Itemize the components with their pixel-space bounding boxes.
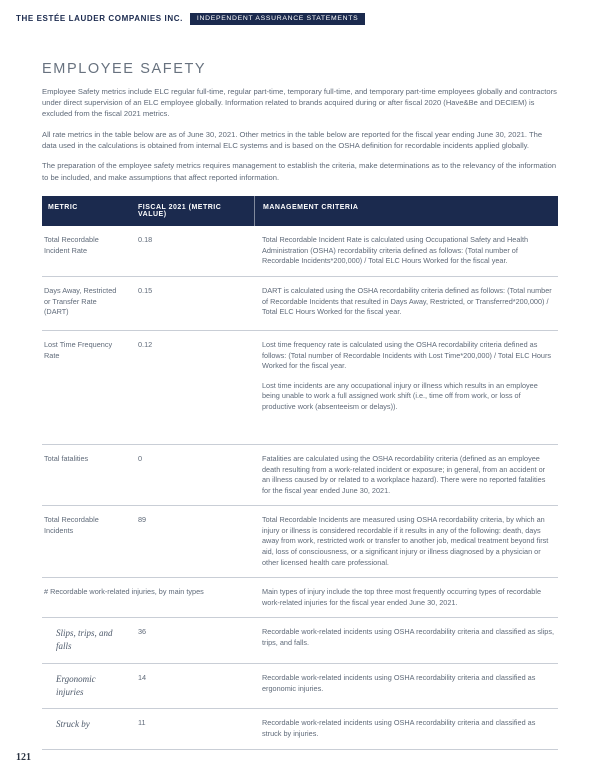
metric-name: Struck by (56, 719, 90, 730)
employee-safety-table (42, 196, 558, 749)
page-title: EMPLOYEE SAFETY (42, 60, 207, 77)
content-column (42, 61, 558, 750)
metric-name: Lost Time Frequency Rate (44, 339, 113, 360)
intro-paragraph: The preparation of the employee safety metrics requires management to establish the criteria, make determinations as to the relevancy of the information to be included, and make assumptions that affect reported information. (42, 161, 557, 182)
metric-criteria: Recordable work-related incidents using OSHA recordability criteria and classified as ergonomic injuries. (262, 673, 536, 693)
table-row (42, 331, 558, 445)
metric-name: # Recordable work-related injuries, by main types (44, 587, 204, 597)
metric-criteria: Total Recordable Incident Rate is calculated using Occupational Safety and Health Administration (OSHA) recordability criteria defined as follows: (Total number of Recordable Incidents*200,000) / Total ELC Hours Worked for the fiscal year. (262, 235, 529, 266)
table-row (42, 578, 558, 618)
criteria-paragraph: Lost time frequency rate is calculated using the OSHA recordability criteria defined as follows: (Total number of Recordable Incidents with Lost Time*200,000) / Total ELC Hours Worked for the fiscal year. (262, 339, 552, 371)
table-row (42, 664, 558, 709)
metric-name: Total Recordable Incident Rate (44, 235, 99, 255)
metric-criteria: DART is calculated using the OSHA recordability criteria defined as follows: (Total number of Recordable Incidents that resulted in Days Away, Restricted, or Transferred*200,000) / Total ELC Hours Worked for the fiscal year. (262, 285, 552, 317)
table-row (42, 277, 558, 331)
metric-name: Total Recordable Incidents (44, 515, 99, 535)
metric-criteria: Total Recordable Incidents are measured using OSHA recordability criteria, by which an injury or illness is considered recordable if it results in any of the following: death, days away from work, restricted work or transfer to another job, medical treatment beyond first aid, loss of consciousness, or a significant injury or illness diagnosed by a physician or other licensed health care professional. (262, 515, 549, 567)
table-row (42, 226, 558, 277)
metric-name: Ergonomic injuries (56, 674, 96, 698)
table-row (42, 709, 558, 749)
table-row (42, 618, 558, 664)
intro-paragraph: All rate metrics in the table below are as of June 30, 2021. Other metrics in the table below are reported for the fiscal year ending June 30, 2021. The data used in the calculations is obtained from internal ELC systems and is based on the OSHA definition for recordable incidents applied globally. (42, 129, 543, 151)
metric-criteria: Fatalities are calculated using the OSHA recordability criteria (defined as an employee death resulting from a work-related incident or exposure; in general, from an accident or an illness caused by or related to a workplace hazard). There were no reported fatalities for the fiscal year ended June 30, 2021. (262, 453, 546, 495)
table-header (42, 196, 558, 226)
column-header-metric: METRIC (48, 204, 78, 212)
metric-criteria: Main types of injury include the top three most frequently occurring types of recordable work-related injuries for the fiscal year ended June 30, 2021. (262, 587, 542, 607)
metric-value: 89 (138, 515, 147, 525)
metric-criteria: Recordable work-related incidents using OSHA recordability criteria and classified as struck by injuries. (262, 718, 536, 738)
metric-value: 0.15 (138, 285, 153, 295)
intro-paragraphs (42, 86, 558, 184)
section-badge: INDEPENDENT ASSURANCE STATEMENTS (190, 13, 365, 25)
column-header-criteria: MANAGEMENT CRITERIA (254, 196, 558, 226)
criteria-paragraph: Lost time incidents are any occupational injury or illness which results in an employee being unable to work a full assigned work shift (i.e., time off from work, or loss of productive work (absenteeism or delays)). (262, 380, 538, 411)
company-name: THE ESTÉE LAUDER COMPANIES INC. (16, 14, 183, 24)
metric-value: 0 (138, 453, 143, 463)
metric-name: Slips, trips, and falls (56, 628, 113, 652)
report-header (0, 0, 600, 25)
metric-value: 0.12 (138, 339, 153, 349)
page-number: 121 (16, 752, 31, 763)
intro-paragraph: Employee Safety metrics include ELC regular full-time, regular part-time, temporary full-time, and temporary part-time employees globally and contractors under direct supervision of an ELC employee globally. Information related to brands acquired during or after fiscal 2020 (Have&Be and DECIEM) is excluded from the fiscal 2021 metrics. (42, 86, 557, 119)
metric-criteria (254, 331, 558, 444)
metric-value: 11 (138, 718, 146, 728)
table-row (42, 506, 558, 578)
metric-value: 36 (138, 627, 147, 637)
metric-value: 14 (138, 673, 147, 683)
metric-name: Days Away, Restricted or Transfer Rate (DART) (44, 285, 117, 317)
metric-name: Total fatalities (44, 453, 89, 463)
column-header-fiscal-value: FISCAL 2021 (METRIC VALUE) (138, 204, 222, 219)
table-row (42, 445, 558, 506)
metric-criteria: Recordable work-related incidents using OSHA recordability criteria and classified as slips, trips, and falls. (262, 627, 555, 647)
metric-value: 0.18 (138, 235, 153, 245)
